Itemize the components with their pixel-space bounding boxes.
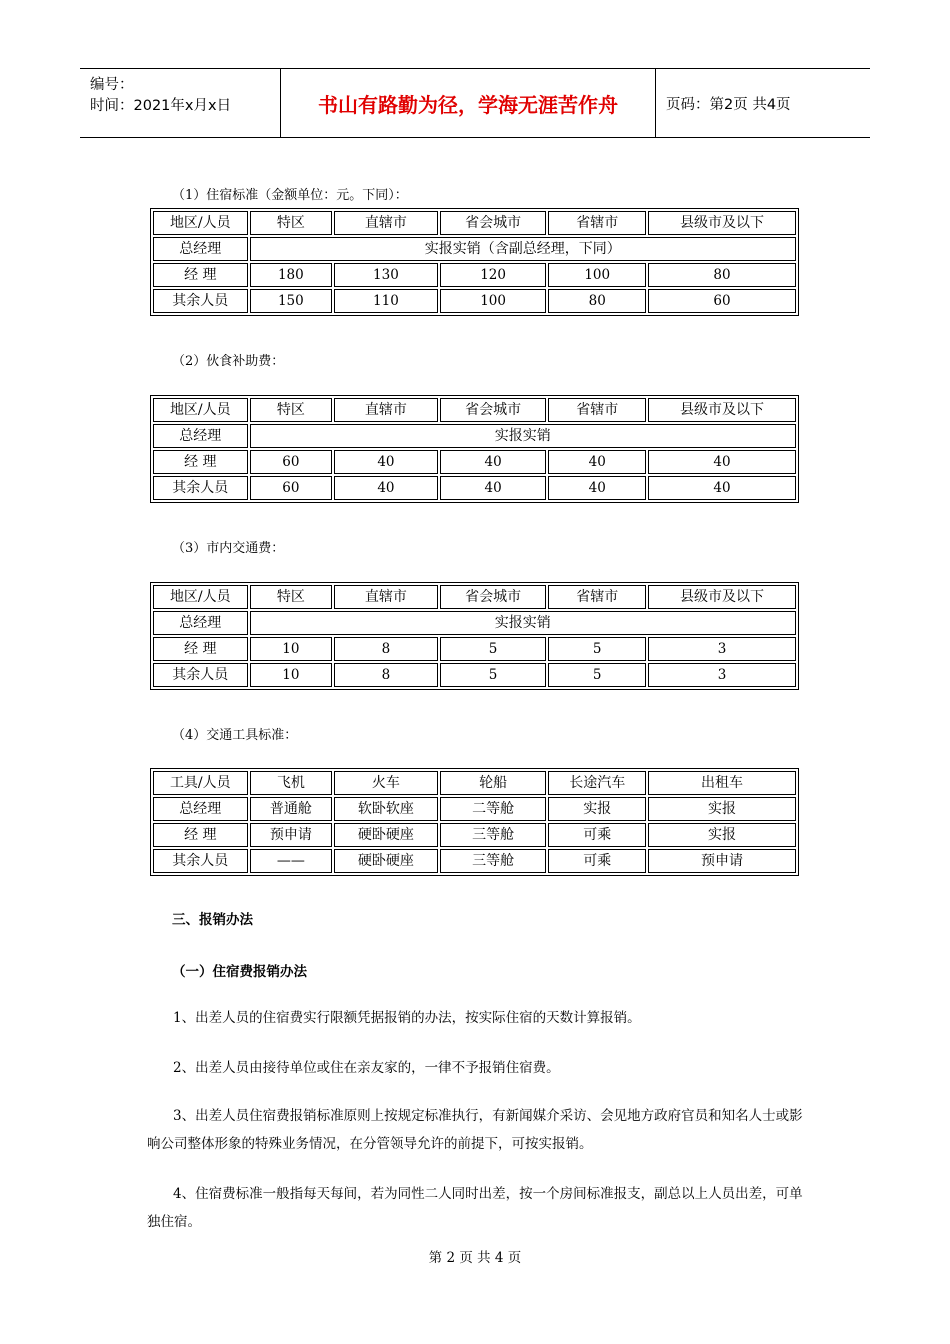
row-label: 总经理 [153,237,248,261]
paragraph: 1、出差人员的住宿费实行限额凭据报销的办法，按实际住宿的天数计算报销。 [173,1010,641,1026]
time-label: 时间：2021年x月x日 [90,98,232,114]
table-cell: 3 [648,663,796,687]
table-cell: 三等舱 [440,849,547,873]
table-row [153,263,796,287]
table-cell: 40 [440,476,547,500]
merged-cell: 实报实销 [250,424,796,448]
header-cell: 飞机 [250,771,333,795]
table-row [153,823,796,847]
header-cell: 工具/人员 [153,771,248,795]
page-header [80,68,870,138]
paragraph: 4、住宿费标准一般指每天每间，若为同性二人同时出差，按一个房间标准报支，副总以上人员出差，可单独住宿。 [147,1186,803,1230]
table-cell: 硬卧硬座 [334,849,438,873]
table-cell: 60 [648,289,796,313]
row-label: 经 理 [153,823,248,847]
table-cell: 8 [334,637,438,661]
table-cell: 可乘 [548,849,646,873]
header-cell: 县级市及以下 [648,585,796,609]
row-label: 经 理 [153,637,248,661]
table-row [153,476,796,500]
row-label: 其余人员 [153,289,248,313]
table-cell: 40 [648,476,796,500]
row-label: 总经理 [153,611,248,635]
table-cell: 100 [440,289,547,313]
table-cell: 180 [250,263,333,287]
table-cell: 40 [548,476,646,500]
header-cell: 直辖市 [334,398,438,422]
table-cell: 5 [440,663,547,687]
table-cell: 5 [548,637,646,661]
header-cell: 县级市及以下 [648,398,796,422]
row-label: 其余人员 [153,849,248,873]
table-cell: 60 [250,450,333,474]
header-cell: 省辖市 [548,211,646,235]
header-motto: 书山有路勤为径，学海无涯苦作舟 [281,69,656,137]
table-cell: 可乘 [548,823,646,847]
table-cell: 硬卧硬座 [334,823,438,847]
table-cell: 40 [648,450,796,474]
table-cell: 预申请 [250,823,333,847]
lodging-caption: （1）住宿标准（金额单位：元。下同）： [172,188,408,203]
transport-table [150,582,799,690]
row-label: 总经理 [153,797,248,821]
header-cell: 地区/人员 [153,585,248,609]
row-label: 其余人员 [153,663,248,687]
header-cell: 直辖市 [334,585,438,609]
table-cell: 二等舱 [440,797,547,821]
table-cell: 40 [548,450,646,474]
row-label: 经 理 [153,450,248,474]
row-label: 总经理 [153,424,248,448]
table-cell: 实报 [648,797,796,821]
header-page-label: 页码：第2页 共4页 [666,96,791,113]
table-cell: 软卧软座 [334,797,438,821]
lodging-table [150,208,799,316]
header-meta [80,69,281,137]
table-row [153,797,796,821]
table-cell: 110 [334,289,438,313]
table-cell: 120 [440,263,547,287]
table-cell: 10 [250,663,333,687]
table-cell: 普通舱 [250,797,333,821]
table-header-row [153,771,796,795]
merged-cell: 实报实销 [250,611,796,635]
table-row [153,663,796,687]
vehicle-table [150,768,799,876]
table-cell: 5 [548,663,646,687]
table-cell: 8 [334,663,438,687]
header-cell: 出租车 [648,771,796,795]
table-cell: 实报 [648,823,796,847]
vehicle-caption: （4）交通工具标准： [172,728,298,743]
section-subtitle: （一）住宿费报销办法 [172,964,307,980]
table-cell: 40 [334,450,438,474]
table-cell: 80 [548,289,646,313]
header-cell: 省会城市 [440,585,547,609]
header-cell: 直辖市 [334,211,438,235]
row-label: 其余人员 [153,476,248,500]
table-cell: 100 [548,263,646,287]
header-cell: 省会城市 [440,211,547,235]
paragraph: 3、出差人员住宿费报销标准原则上按规定标准执行，有新闻媒介采访、会见地方政府官员和知名人士或影响公司整体形象的特殊业务情况，在分管领导允许的前提下，可按实报销。 [147,1108,803,1152]
header-cell: 长途汽车 [548,771,646,795]
meal-table [150,395,799,503]
table-row [153,611,796,635]
table-cell: 三等舱 [440,823,547,847]
header-cell: 省辖市 [548,398,646,422]
header-cell: 省会城市 [440,398,547,422]
header-cell: 轮船 [440,771,547,795]
section-title: 三、报销办法 [172,912,253,928]
table-cell: 3 [648,637,796,661]
header-cell: 特区 [250,211,333,235]
merged-cell: 实报实销（含副总经理，下同） [250,237,796,261]
header-cell: 火车 [334,771,438,795]
table-row [153,424,796,448]
row-label: 经 理 [153,263,248,287]
table-row [153,237,796,261]
table-cell: —— [250,849,333,873]
number-label: 编号： [90,77,134,93]
header-cell: 特区 [250,398,333,422]
table-header-row [153,585,796,609]
header-cell: 县级市及以下 [648,211,796,235]
table-header-row [153,398,796,422]
table-row [153,849,796,873]
header-cell: 特区 [250,585,333,609]
table-row [153,637,796,661]
meal-caption: （2）伙食补助费： [172,354,285,369]
table-cell: 5 [440,637,547,661]
table-header-row [153,211,796,235]
table-cell: 80 [648,263,796,287]
table-cell: 150 [250,289,333,313]
table-cell: 40 [334,476,438,500]
table-cell: 10 [250,637,333,661]
page-footer: 第 2 页 共 4 页 [428,1250,522,1266]
header-cell: 地区/人员 [153,211,248,235]
table-row [153,450,796,474]
paragraph: 2、出差人员由接待单位或住在亲友家的，一律不予报销住宿费。 [173,1060,560,1076]
table-cell: 40 [440,450,547,474]
table-row [153,289,796,313]
transport-caption: （3）市内交通费： [172,541,285,556]
table-cell: 60 [250,476,333,500]
table-cell: 预申请 [648,849,796,873]
header-cell: 省辖市 [548,585,646,609]
table-cell: 130 [334,263,438,287]
table-cell: 实报 [548,797,646,821]
header-cell: 地区/人员 [153,398,248,422]
